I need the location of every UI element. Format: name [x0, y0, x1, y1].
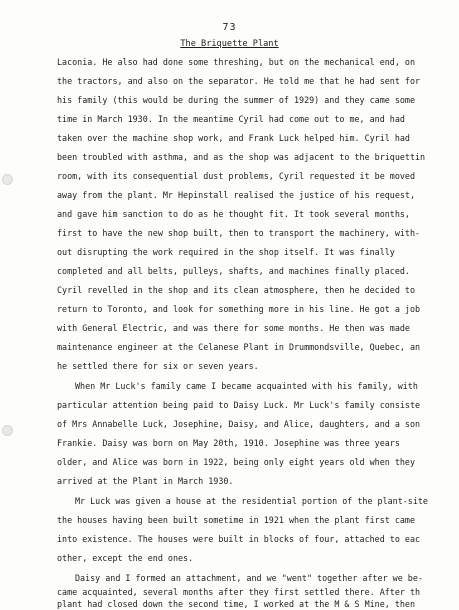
text-line: Daisy and I formed an attachment, and we "went" together after we be-: [75, 573, 423, 583]
text-line: When Mr Luck's family came I became acquainted with his family, with: [75, 381, 418, 391]
text-line: his family (this would be during the summer of 1929) and they came some: [57, 95, 415, 105]
text-line: came acquainted, several months after they first settled there. After th: [57, 587, 421, 597]
text-line: been troubled with asthma, and as the shop was adjacent to the briquettin: [57, 152, 426, 162]
text-line: with General Electric, and was there for some months. He then was made: [57, 323, 410, 333]
text-line: and gave him sanction to do as he thought fit. It took several months,: [57, 209, 410, 219]
punch-hole: [2, 425, 13, 436]
text-line: of Mrs Annabelle Luck, Josephine, Daisy, and Alice, daughters, and a son: [57, 419, 421, 429]
text-line: Mr Luck was given a house at the residential portion of the plant-site: [75, 496, 428, 506]
text-line: first to have the new shop built, then to transport the machinery, with-: [57, 228, 421, 238]
text-line: the houses having been built sometime in 1921 when the plant first came: [57, 515, 415, 525]
text-line: taken over the machine shop work, and Frank Luck helped him. Cyril had: [57, 133, 410, 143]
text-line: Frankie. Daisy was born on May 20th, 1910. Josephine was three years: [57, 438, 400, 448]
text-line: out disrupting the work required in the shop itself. It was finally: [57, 247, 395, 257]
text-line: arrived at the Plant in March 1930.: [57, 476, 234, 486]
text-line: he settled there for six or seven years.: [57, 361, 259, 371]
text-line: maintenance engineer at the Celanese Plant in Drummondsville, Quebec, an: [57, 342, 421, 352]
text-line: older, and Alice was born in 1922, being only eight years old when they: [57, 457, 415, 467]
text-line: return to Toronto, and look for something more in his line. He got a job: [57, 304, 421, 314]
text-line: into existence. The houses were built in blocks of four, attached to eac: [57, 534, 421, 544]
text-line: other, except the end ones.: [57, 553, 194, 563]
text-line: Laconia. He also had done some threshing, but on the mechanical end, on: [57, 57, 415, 67]
text-line: particular attention being paid to Daisy Luck. Mr Luck's family consiste: [57, 400, 421, 410]
punch-hole: [2, 174, 13, 185]
page-number: 73: [222, 22, 237, 33]
text-line: time in March 1930. In the meantime Cyril had come out to me, and had: [57, 114, 405, 124]
text-line: room, with its consequential dust problems, Cyril requested it be moved: [57, 171, 415, 181]
text-line: Cyril revelled in the shop and its clean atmosphere, then he decided to: [57, 285, 415, 295]
page-title: The Briquette Plant: [180, 39, 279, 49]
text-line: away from the plant. Mr Hepinstall realised the justice of his request,: [57, 190, 415, 200]
text-line: the tractors, and also on the separator. He told me that he had sent for: [57, 76, 421, 86]
text-line: completed and all belts, pulleys, shafts, and machines finally placed.: [57, 266, 410, 276]
text-line: plant had closed down the second time, I worked at the M & S Mine, then: [57, 599, 415, 609]
